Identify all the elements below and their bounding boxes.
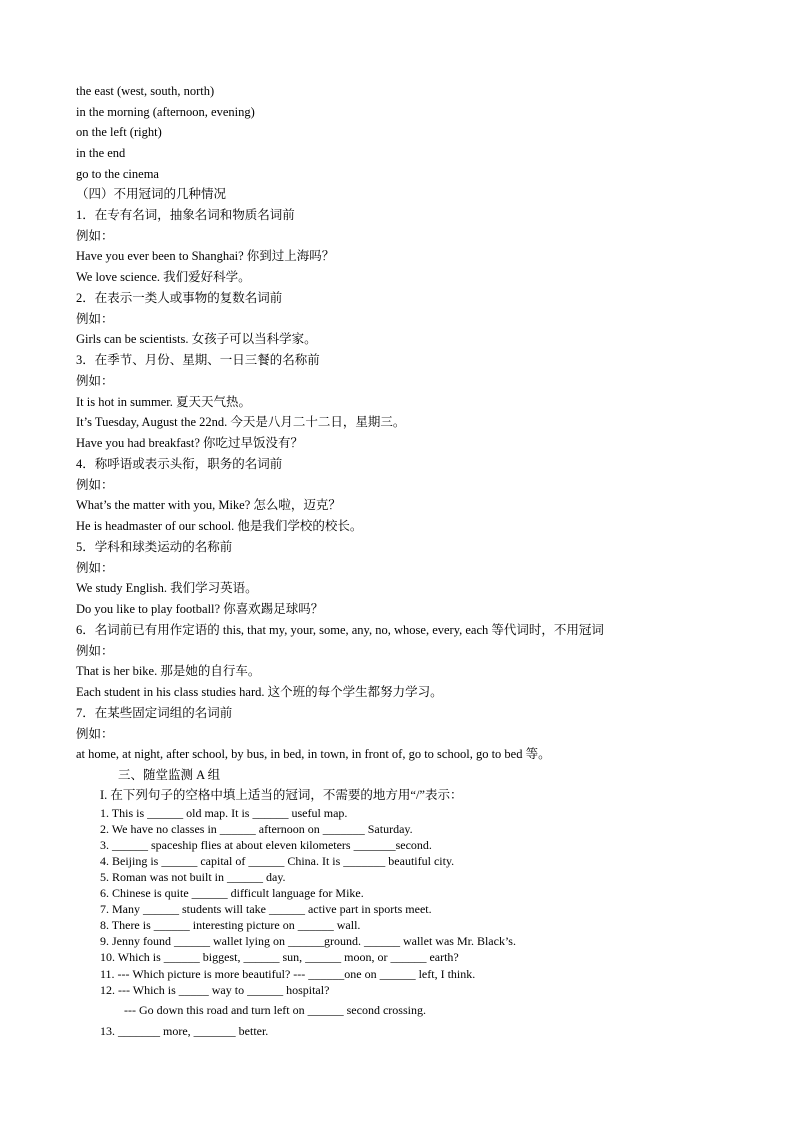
section-heading: 三、随堂监测 A 组 xyxy=(118,768,221,782)
example-sentence: Have you had breakfast? 你吃过早饭没有？ xyxy=(76,436,304,450)
rule-title: 5．学科和球类运动的名称前 xyxy=(76,540,233,554)
example-sentence: We study English. 我们学习英语。 xyxy=(76,581,258,595)
exercise-question: 6. Chinese is quite ______ difficult language for Mike. xyxy=(100,886,364,900)
rule-title: 3．在季节、月份、星期、一日三餐的名称前 xyxy=(76,353,320,367)
example-sentence: Do you like to play football? 你喜欢踢足球吗？ xyxy=(76,602,324,616)
example-label: 例如： xyxy=(76,478,114,492)
exercise-question: 2. We have no classes in ______ afternoon on _______ Saturday. xyxy=(100,822,413,836)
example-sentence: That is her bike. 那是她的自行车。 xyxy=(76,664,261,678)
exercise-question: --- Go down this road and turn left on ______ second crossing. xyxy=(124,1003,426,1017)
exercise-question: 7. Many ______ students will take ______ active part in sports meet. xyxy=(100,902,432,916)
exercise-question: 12. --- Which is _____ way to ______ hospital? xyxy=(100,983,330,997)
example-label: 例如： xyxy=(76,312,114,326)
exercise-instruction: I. 在下列句子的空格中填上适当的冠词，不需要的地方用“/”表示： xyxy=(100,788,463,802)
exercise-question: 3. ______ spaceship flies at about eleven kilometers _______second. xyxy=(100,838,432,852)
example-label: 例如： xyxy=(76,644,114,658)
example-label: 例如： xyxy=(76,374,114,388)
phrase-line: on the left (right) xyxy=(76,125,162,139)
exercise-question: 4. Beijing is ______ capital of ______ China. It is _______ beautiful city. xyxy=(100,854,455,868)
example-sentence: Each student in his class studies hard. 这个班的每个学生都努力学习。 xyxy=(76,685,443,699)
rule-title: 2．在表示一类人或事物的复数名词前 xyxy=(76,291,283,305)
section-heading: （四）不用冠词的几种情况 xyxy=(76,187,227,201)
example-label: 例如： xyxy=(76,727,114,741)
rule-title: 1．在专有名词，抽象名词和物质名词前 xyxy=(76,208,295,222)
exercise-question: 13. _______ more, _______ better. xyxy=(100,1024,269,1038)
rule-title: 4．称呼语或表示头衔，职务的名词前 xyxy=(76,457,283,471)
exercise-question: 8. There is ______ interesting picture on ______ wall. xyxy=(100,918,361,932)
example-sentence: at home, at night, after school, by bus, in bed, in town, in front of, go to school, go to bed 等。 xyxy=(76,747,551,761)
exercise-question: 9. Jenny found ______ wallet lying on ______ground. ______ wallet was Mr. Black’s. xyxy=(100,934,516,948)
example-label: 例如： xyxy=(76,561,114,575)
example-sentence: It is hot in summer. 夏天天气热。 xyxy=(76,395,252,409)
phrase-line: the east (west, south, north) xyxy=(76,84,215,98)
example-sentence: We love science. 我们爱好科学。 xyxy=(76,270,251,284)
example-sentence: It’s Tuesday, August the 22nd. 今天是八月二十二日，星期三。 xyxy=(76,415,406,429)
phrase-line: go to the cinema xyxy=(76,167,159,181)
example-sentence: Have you ever been to Shanghai? 你到过上海吗？ xyxy=(76,249,335,263)
rule-title: 6．名词前已有用作定语的 this, that my, your, some, any, no, whose, every, each 等代词时，不用冠词 xyxy=(76,623,604,637)
example-sentence: Girls can be scientists. 女孩子可以当科学家。 xyxy=(76,332,317,346)
phrase-line: in the morning (afternoon, evening) xyxy=(76,105,255,119)
example-sentence: What’s the matter with you, Mike? 怎么啦，迈克？ xyxy=(76,498,341,512)
example-sentence: He is headmaster of our school. 他是我们学校的校长。 xyxy=(76,519,363,533)
exercise-question: 10. Which is ______ biggest, ______ sun, ______ moon, or ______ earth? xyxy=(100,950,459,964)
example-label: 例如： xyxy=(76,229,114,243)
exercise-question: 1. This is ______ old map. It is ______ useful map. xyxy=(100,806,348,820)
rule-title: 7．在某些固定词组的名词前 xyxy=(76,706,233,720)
exercise-question: 11. --- Which picture is more beautiful? --- ______one on ______ left, I think. xyxy=(100,967,476,981)
exercise-question: 5. Roman was not built in ______ day. xyxy=(100,870,286,884)
phrase-line: in the end xyxy=(76,146,126,160)
